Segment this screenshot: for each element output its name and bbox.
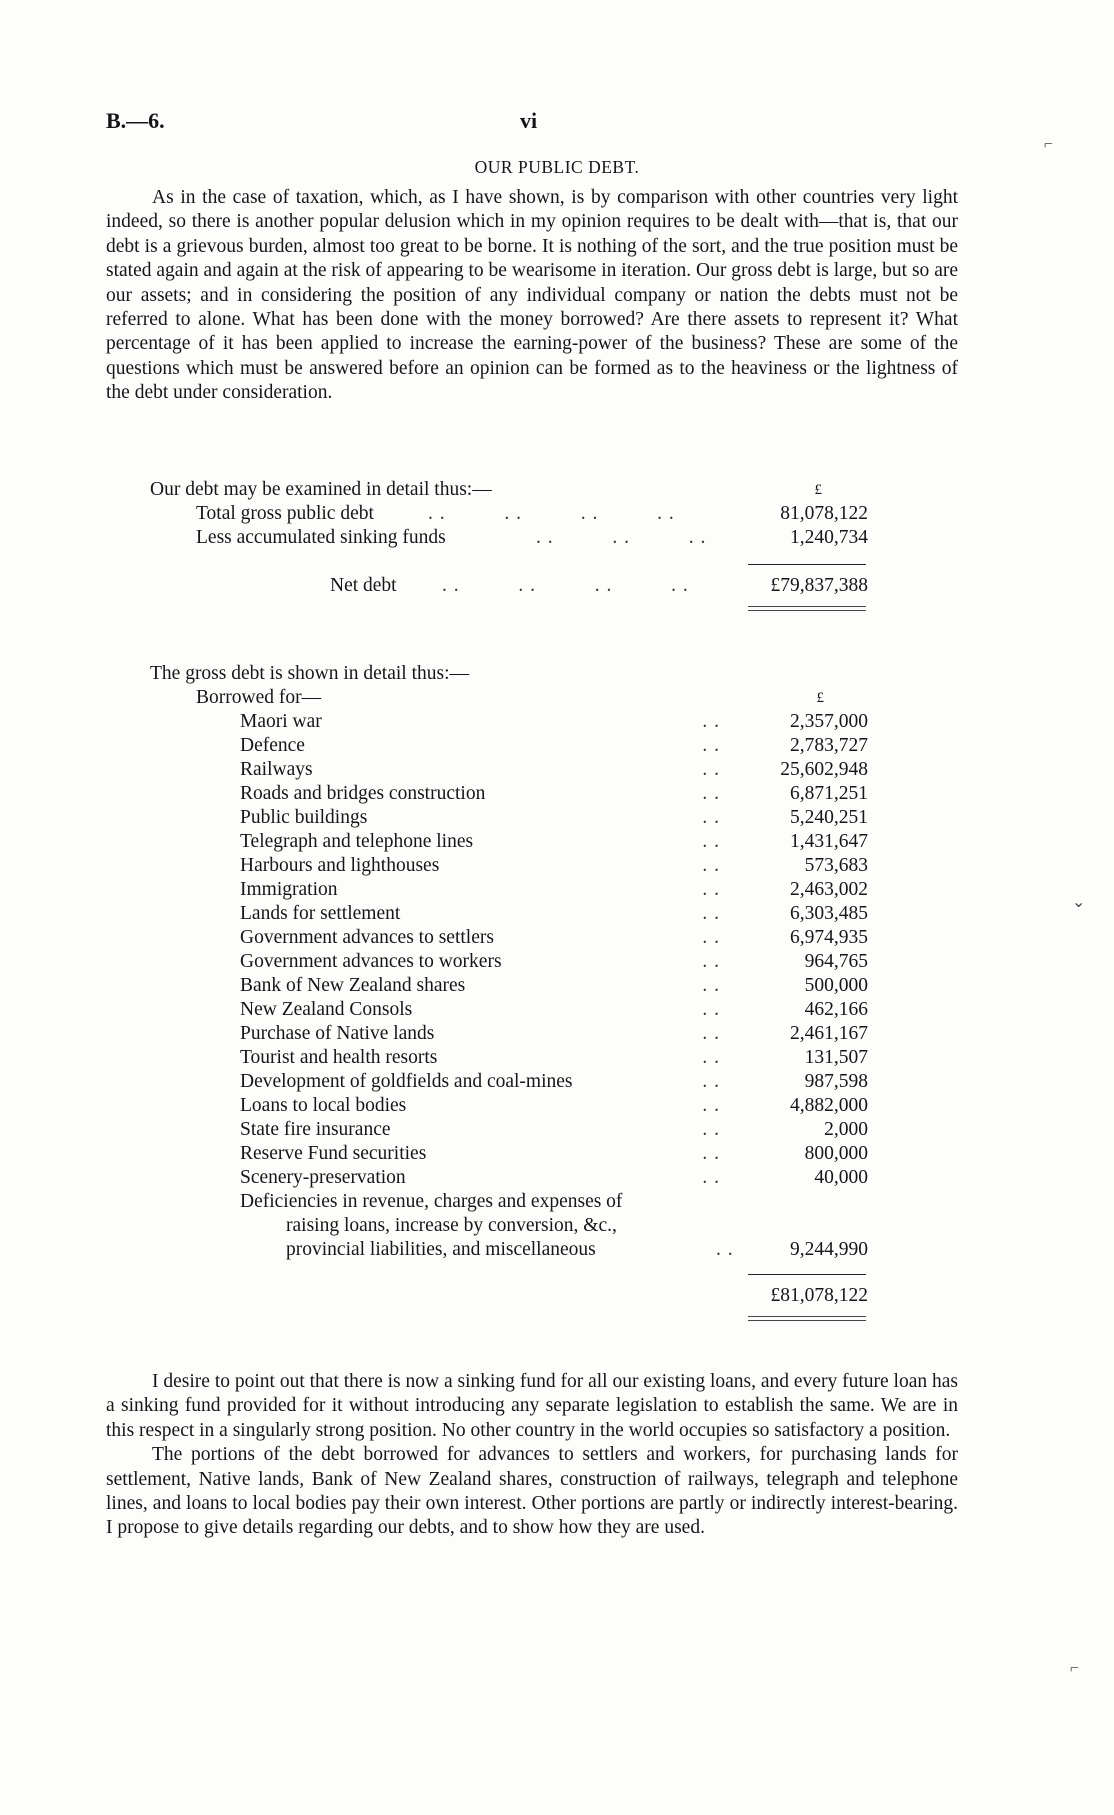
detail-item-row — [240, 1166, 868, 1190]
detail-item-row — [240, 950, 868, 974]
detail-item-row — [240, 1118, 868, 1142]
detail-item-row — [240, 734, 868, 758]
detail-item-label: Lands for settlement — [240, 903, 401, 924]
summary-row-label: Less accumulated sinking funds — [196, 527, 446, 548]
summary-heading: Our debt may be examined in detail thus:— — [150, 479, 492, 500]
dot-leader: . . — [702, 975, 720, 996]
dot-leader: . . — [702, 999, 720, 1020]
detail-item-label: Scenery-preservation — [240, 1167, 406, 1188]
detail-item-amount: 2,357,000 — [790, 711, 868, 732]
detail-item-amount: 2,783,727 — [790, 735, 868, 756]
summary-net-row: Net debt . . . . . . . . £79,837,388 — [330, 575, 868, 596]
summary-row-label: Total gross public debt — [196, 503, 374, 524]
detail-last-item-line: provincial liabilities, and miscellaneous . . 9,244,990 — [286, 1239, 868, 1260]
detail-item-label: Reserve Fund securities — [240, 1143, 427, 1164]
detail-item-label: Immigration — [240, 879, 338, 900]
detail-item-label: Defence — [240, 735, 305, 756]
detail-rule — [748, 1274, 866, 1275]
summary-currency-row — [740, 478, 868, 502]
dot-leader: . . — [702, 1023, 720, 1044]
detail-item-amount: 573,683 — [804, 855, 868, 876]
detail-item-amount: 131,507 — [804, 1047, 868, 1068]
detail-item-row — [240, 974, 868, 998]
detail-item-label: Purchase of Native lands — [240, 1023, 435, 1044]
detail-item-amount: 800,000 — [804, 1143, 868, 1164]
dot-leader: . . — [702, 807, 720, 828]
detail-item-amount: 987,598 — [804, 1071, 868, 1092]
detail-subheading: Borrowed for— — [196, 687, 322, 708]
dot-leader: . . — [702, 903, 720, 924]
detail-item-row — [240, 998, 868, 1022]
detail-item-amount: 462,166 — [804, 999, 868, 1020]
detail-item-label: Tourist and health resorts — [240, 1047, 438, 1068]
summary-row: Total gross public debt . . . . . . . . 81,078,122 — [196, 503, 868, 524]
detail-heading-row — [150, 662, 870, 686]
detail-item-row — [240, 878, 868, 902]
detail-last-item-line — [240, 1214, 868, 1238]
detail-item-row — [240, 1022, 868, 1046]
detail-last-item-line — [240, 1190, 868, 1214]
detail-double-rule — [748, 1316, 866, 1317]
dot-leader: . . — [702, 783, 720, 804]
detail-item-row — [240, 710, 868, 734]
dot-leader: . . — [702, 927, 720, 948]
detail-item-amount: 6,871,251 — [790, 783, 868, 804]
detail-total-row — [740, 1284, 868, 1308]
detail-item-amount: 6,974,935 — [790, 927, 868, 948]
dot-leader: . . — [702, 1095, 720, 1116]
detail-item-row — [240, 902, 868, 926]
detail-item-amount: 964,765 — [804, 951, 868, 972]
dot-leader: . . — [702, 1167, 720, 1188]
detail-item-row — [240, 1046, 868, 1070]
detail-item-row — [240, 806, 868, 830]
detail-item-label: Harbours and lighthouses — [240, 855, 440, 876]
document-reference: B.—6. — [106, 108, 165, 133]
detail-last-item-text: provincial liabilities, and miscellaneous — [286, 1239, 596, 1260]
dot-leader: . . — [702, 759, 720, 780]
detail-last-item-amount: 9,244,990 — [790, 1239, 868, 1260]
detail-item-row — [240, 782, 868, 806]
detail-item-amount: 25,602,948 — [780, 759, 868, 780]
detail-item-amount: 2,000 — [824, 1119, 868, 1140]
detail-item-amount: 1,431,647 — [790, 831, 868, 852]
dot-leader: . . — [702, 735, 720, 756]
detail-item-row — [240, 830, 868, 854]
summary-rule — [748, 564, 866, 565]
detail-item-row — [240, 1094, 868, 1118]
net-debt-amount: £79,837,388 — [770, 575, 868, 596]
dot-leader: . . — [702, 951, 720, 972]
detail-item-label: Railways — [240, 759, 313, 780]
intro-text: As in the case of taxation, which, as I have shown, is by comparison with other countries very light indeed, so there is another popular delusion which in my opinion requires to be dealt with—that is, that our debt is a grievous burden, almost too great to be borne. It is nothing of the sort, and the true position must be stated again and again at the risk of appearing to be wearisome in iteration. Our gross debt is large, but so are our assets; and in considering the position of any individual company or nation the debts must not be referred to alone. What has been done with the money borrowed? Are there assets to represent it? What percentage of it has been applied to increase the earning-power of the business? These are some of the questions which must be answered before an opinion can be formed as to the heaviness or the lightness of the debt under consideration. — [106, 187, 958, 404]
dot-leader: . . — [702, 831, 720, 852]
detail-item-amount: 2,461,167 — [790, 1023, 868, 1044]
closing-paragraphs — [106, 1370, 958, 1541]
detail-item-row — [240, 1070, 868, 1094]
dot-leader: . . — [702, 1071, 720, 1092]
margin-mark: ⌐ — [1044, 136, 1054, 153]
detail-item-label: Government advances to workers — [240, 951, 502, 972]
detail-item-label: Public buildings — [240, 807, 368, 828]
detail-last-item-text: raising loans, increase by conversion, &c., — [286, 1215, 617, 1236]
detail-total: £81,078,122 — [770, 1285, 868, 1306]
dot-leader: . . — [702, 1143, 720, 1164]
detail-item-label: Roads and bridges construction — [240, 783, 486, 804]
detail-item-amount: 2,463,002 — [790, 879, 868, 900]
detail-item-label: New Zealand Consols — [240, 999, 413, 1020]
dot-leader: . . — [702, 1119, 720, 1140]
detail-item-label: Maori war — [240, 711, 322, 732]
detail-item-amount: 5,240,251 — [790, 807, 868, 828]
summary-row: Less accumulated sinking funds . . . . . . 1,240,734 — [196, 527, 868, 548]
section-title: OUR PUBLIC DEBT. — [474, 157, 640, 177]
detail-item-label: Telegraph and telephone lines — [240, 831, 474, 852]
intro-paragraph — [106, 186, 958, 406]
detail-item-row — [240, 758, 868, 782]
detail-item-amount: 40,000 — [814, 1167, 868, 1188]
page-number: vi — [520, 108, 538, 133]
dot-leader: . . — [702, 879, 720, 900]
summary-double-rule — [748, 606, 866, 607]
detail-item-label: Bank of New Zealand shares — [240, 975, 466, 996]
margin-mark: ⌄ — [1072, 894, 1086, 911]
summary-row-amount: 81,078,122 — [780, 503, 868, 524]
summary-currency: £ — [814, 482, 822, 498]
margin-mark: ⌐ — [1070, 1660, 1080, 1677]
detail-item-row — [240, 854, 868, 878]
detail-currency: £ — [816, 690, 824, 706]
detail-item-label: Loans to local bodies — [240, 1095, 407, 1116]
detail-last-item-text: Deficiencies in revenue, charges and expenses of — [240, 1191, 623, 1212]
detail-item-label: Government advances to settlers — [240, 927, 494, 948]
dot-leader: . . — [702, 1047, 720, 1068]
detail-item-amount: 4,882,000 — [790, 1095, 868, 1116]
detail-item-label: Development of goldfields and coal-mines — [240, 1071, 573, 1092]
dot-leader: . . — [702, 711, 720, 732]
detail-item-label: State fire insurance — [240, 1119, 391, 1140]
detail-item-amount: 500,000 — [804, 975, 868, 996]
closing-paragraph: I desire to point out that there is now a sinking fund for all our existing loans, and every future loan has a sinking fund provided for it without introducing any separate legislation to establish the same. We are in this respect in a singularly strong position. No other country in the world occupies so satisfactory a position. — [106, 1371, 958, 1441]
closing-paragraph: The portions of the debt borrowed for advances to settlers and workers, for purchasing lands for settlement, Native lands, Bank of New Zealand shares, construction of railways, telegraph and telephone lines, and loans to local bodies pay their own interest. Other portions are partly or indirectly interest-bearing. I propose to give details regarding our debts, and to show how they are used. — [106, 1444, 958, 1539]
summary-row-amount: 1,240,734 — [790, 527, 868, 548]
detail-subheading-row — [196, 686, 868, 710]
detail-item-row — [240, 926, 868, 950]
net-debt-label: Net debt — [330, 575, 397, 596]
detail-item-amount: 6,303,485 — [790, 903, 868, 924]
detail-item-row — [240, 1142, 868, 1166]
detail-heading: The gross debt is shown in detail thus:— — [150, 663, 470, 684]
detail-double-rule — [748, 1320, 866, 1321]
dot-leader: . . — [702, 855, 720, 876]
summary-double-rule — [748, 610, 866, 611]
